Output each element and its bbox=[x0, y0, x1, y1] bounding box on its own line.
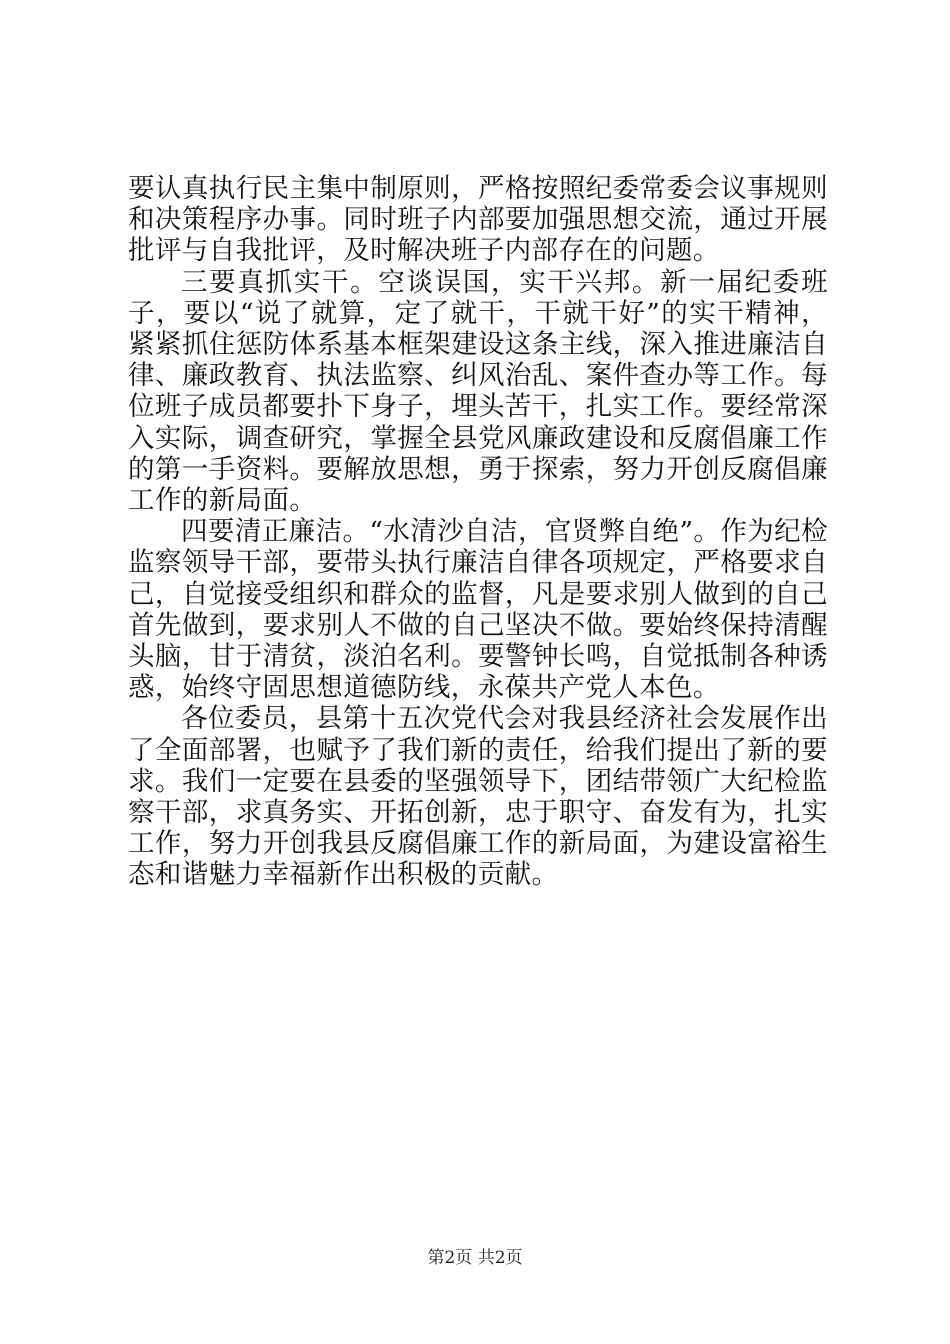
paragraph-3: 四要清正廉洁。“水清沙自洁，官贤弊自绝”。作为纪检监察领导干部，要带头执行廉洁自律各项规定，严格要求自己，自觉接受组织和群众的监督，凡是要求别人做到的自己首先做到，要求别人不做的自己坚决不做。要始终保持清醒头脑，甘于清贫，淡泊名利。要警钟长鸣，自觉抵制各种诱惑，始终守固思想道德防线，永葆共产党人本色。 bbox=[128, 516, 828, 704]
page-footer bbox=[0, 1243, 950, 1268]
document-body bbox=[128, 173, 828, 891]
paragraph-2: 三要真抓实干。空谈误国，实干兴邦。新一届纪委班子，要以“说了就算，定了就干，干就干好”的实干精神，紧紧抓住惩防体系基本框架建设这条主线，深入推进廉洁自律、廉政教育、执法监察、纠风治乱、案件查办等工作。每位班子成员都要扑下身子，埋头苦干，扎实工作。要经常深入实际，调查研究，掌握全县党风廉政建设和反腐倡廉工作的第一手资料。要解放思想，勇于探索，努力开创反腐倡廉工作的新局面。 bbox=[128, 266, 828, 517]
page-number-label: 第2页 共2页 bbox=[427, 1248, 523, 1268]
paragraph-4: 各位委员，县第十五次党代会对我县经济社会发展作出了全面部署，也赋予了我们新的责任，给我们提出了新的要求。我们一定要在县委的坚强领导下，团结带领广大纪检监察干部，求真务实、开拓创新，忠于职守、奋发有为，扎实工作，努力开创我县反腐倡廉工作的新局面，为建设富裕生态和谐魅力幸福新作出积极的贡献。 bbox=[128, 703, 828, 891]
paragraph-1: 要认真执行民主集中制原则，严格按照纪委常委会议事规则和决策程序办事。同时班子内部要加强思想交流，通过开展批评与自我批评，及时解决班子内部存在的问题。 bbox=[128, 173, 828, 267]
